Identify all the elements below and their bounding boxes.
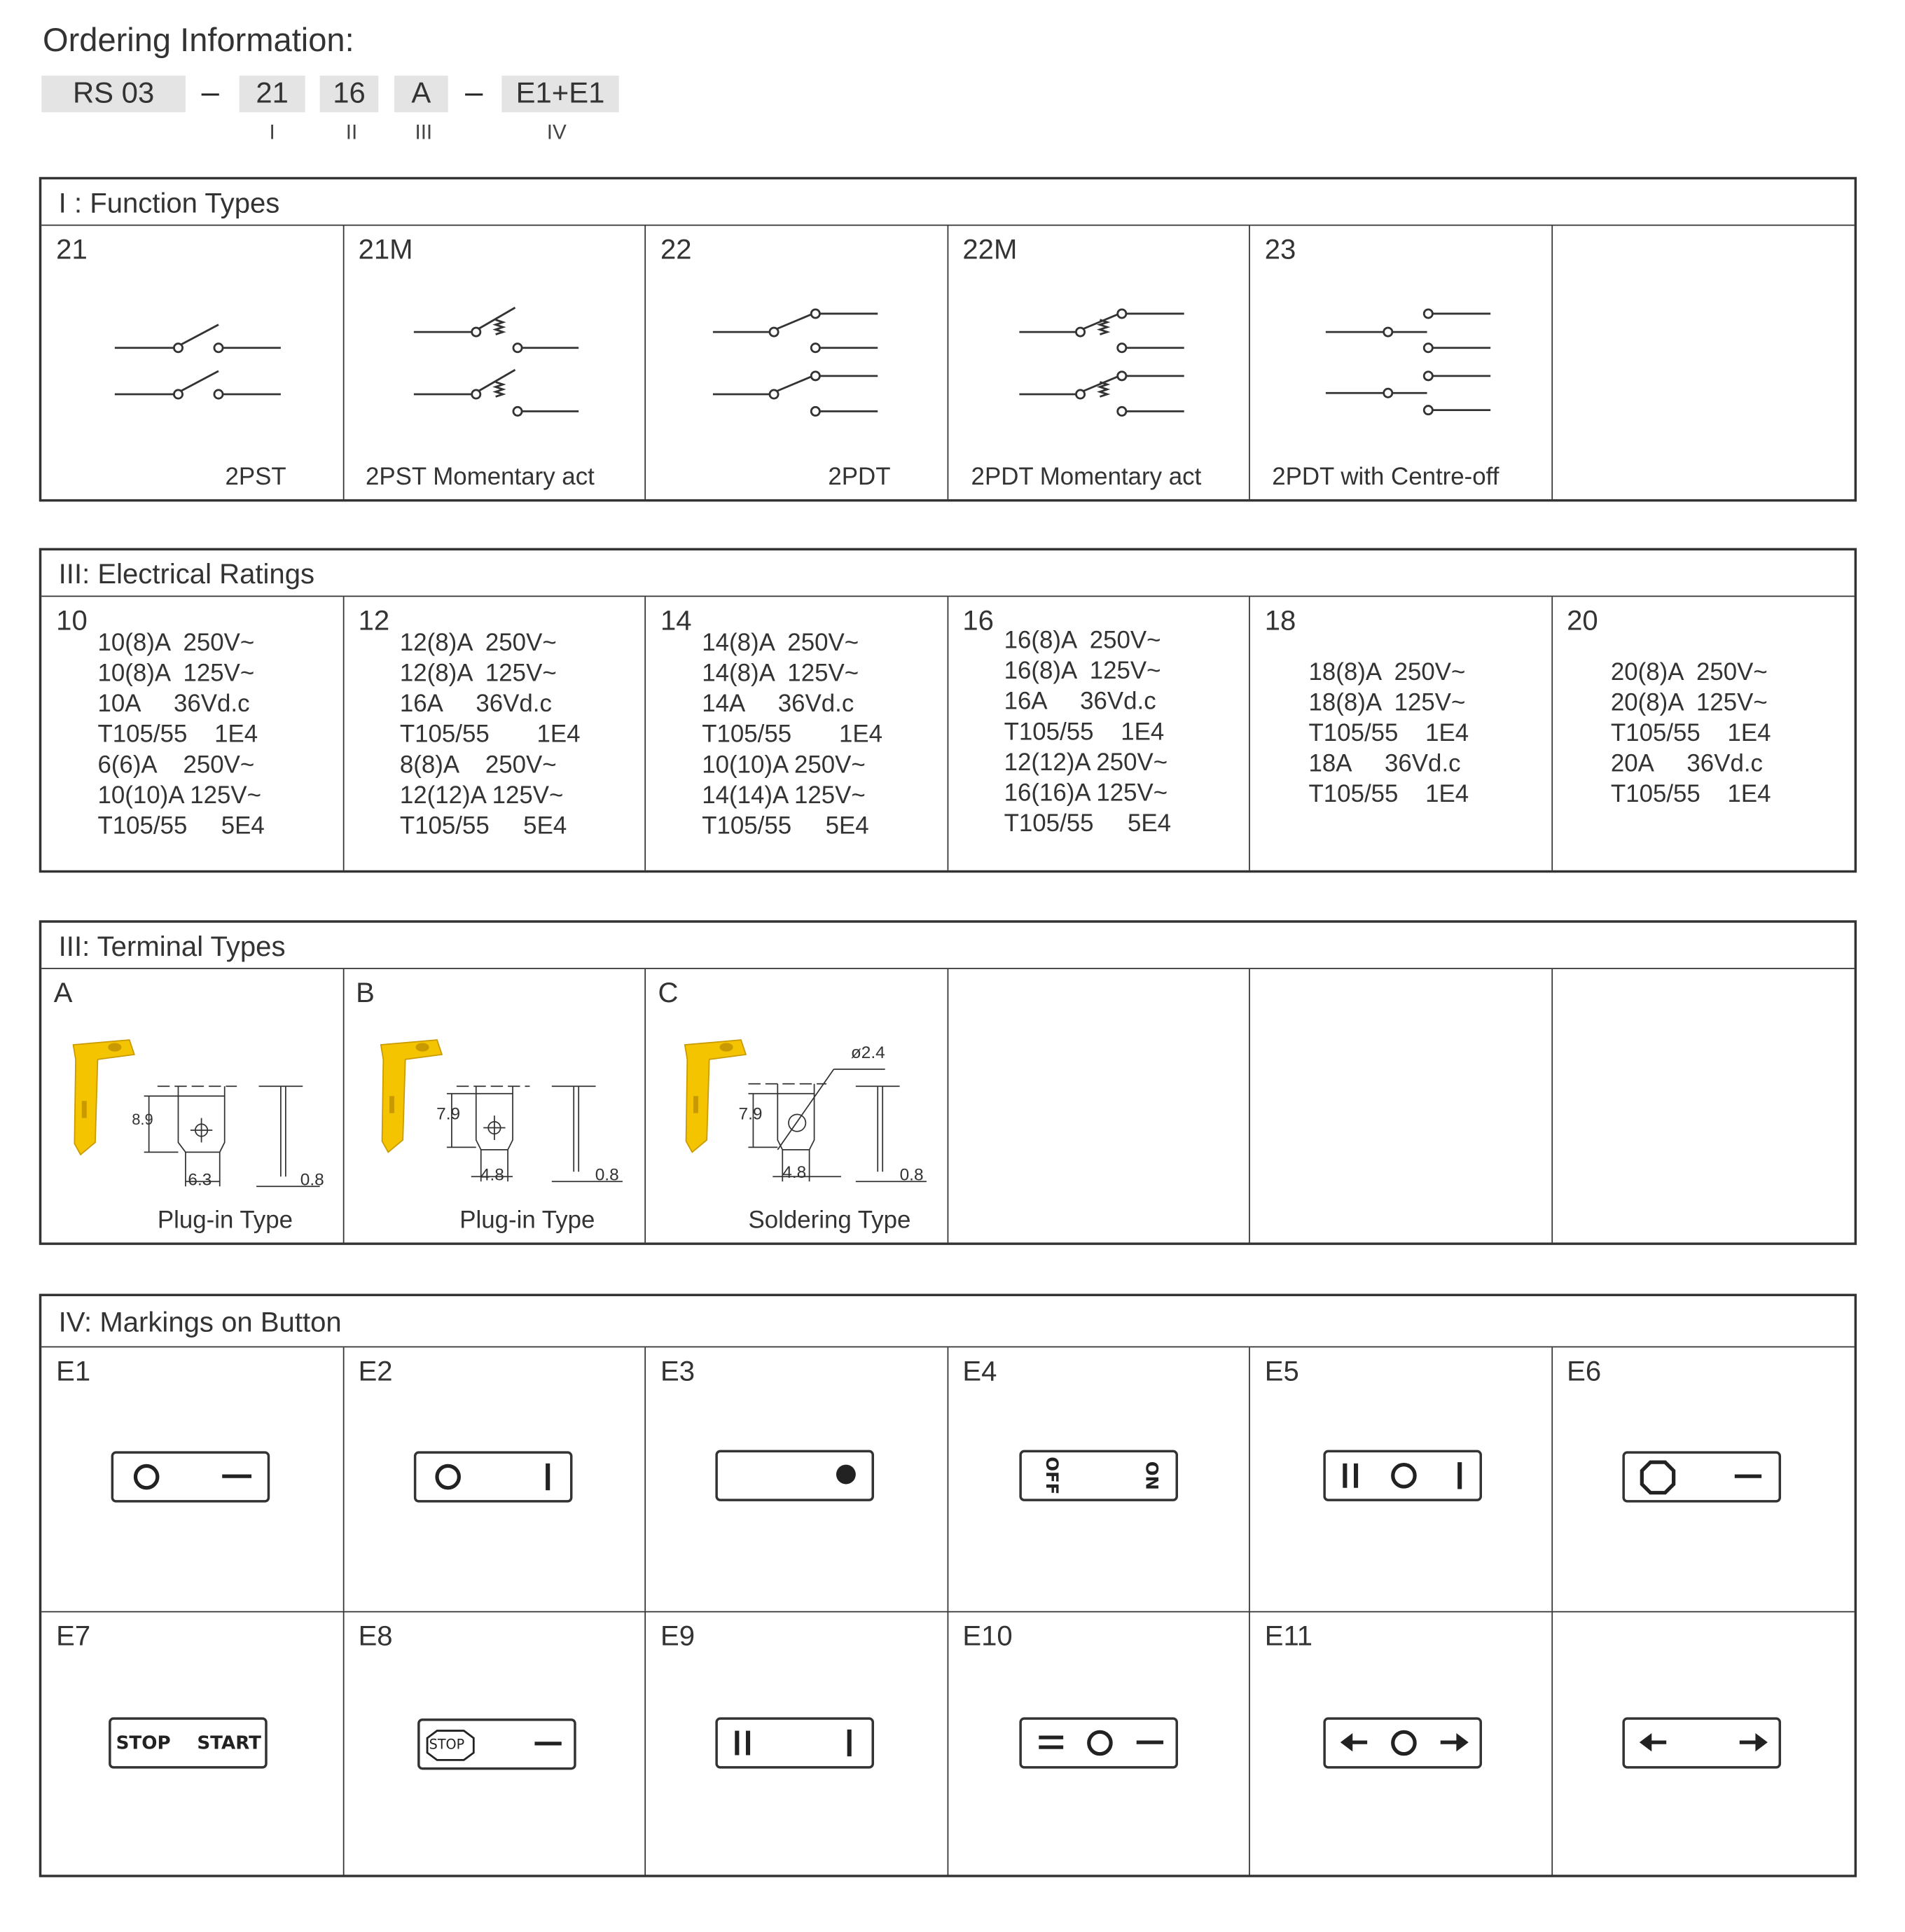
2pdt-switch-diagram-icon xyxy=(646,225,948,499)
code-dash: – xyxy=(465,73,483,110)
code-part-series: RS 03 xyxy=(41,76,186,112)
2pst-momentary-switch-diagram-icon xyxy=(344,225,646,499)
marking-code: E8 xyxy=(358,1619,393,1652)
marking-code: E10 xyxy=(962,1619,1013,1652)
marking-cell-e5 xyxy=(1250,1347,1552,1611)
code-dash: – xyxy=(201,73,219,110)
rating-code: 18 xyxy=(1264,604,1296,637)
function-label: 2PDT Momentary act xyxy=(971,464,1202,491)
ii-i-marking-icon xyxy=(715,1717,874,1768)
marking-stop-text: STOP xyxy=(116,1732,171,1754)
o-i-marking-icon xyxy=(413,1451,572,1502)
marking-code: E1 xyxy=(56,1354,91,1387)
section-title: I : Function Types xyxy=(41,179,1854,225)
marking-code: E5 xyxy=(1264,1354,1299,1387)
code-part-marking: E1+E1 xyxy=(501,76,618,112)
rating-cell-20 xyxy=(1552,597,1854,870)
dot-marking-icon xyxy=(715,1450,874,1501)
octagon-dash-marking-icon xyxy=(1622,1451,1781,1502)
marking-on-text: ON xyxy=(1140,1461,1161,1490)
2pst-switch-diagram-icon xyxy=(41,225,344,499)
rating-code: 14 xyxy=(660,604,692,637)
marking-code: E2 xyxy=(358,1354,393,1387)
dim-height: 8.9 xyxy=(132,1110,153,1128)
marking-cell-e4 xyxy=(948,1347,1249,1611)
function-cell-22m xyxy=(948,225,1249,499)
function-label: 2PDT xyxy=(828,464,891,491)
roman-label: II xyxy=(345,120,358,144)
2pdt-centre-off-switch-diagram-icon xyxy=(1250,225,1553,499)
rating-values: 18(8)A 250V~ 18(8)A 125V~ T105/55 1E4 18A 36Vd.c T105/55 1E4 xyxy=(1308,659,1469,808)
electrical-ratings-section xyxy=(39,548,1857,873)
dim-width: 4.8 xyxy=(782,1162,807,1182)
marking-cell-e6 xyxy=(1552,1347,1854,1611)
marking-code: E4 xyxy=(962,1354,997,1387)
function-label: 2PST xyxy=(225,464,286,491)
markings-section xyxy=(39,1294,1857,1877)
dim-height: 7.9 xyxy=(738,1103,763,1123)
function-cell-22 xyxy=(646,225,948,499)
terminal-cell-b xyxy=(344,969,646,1242)
rating-cell-16 xyxy=(948,597,1249,870)
equals-o-dash-marking-icon xyxy=(1019,1717,1178,1768)
rating-values: 12(8)A 250V~ 12(8)A 125V~ 16A 36Vd.c T105/55 1E4 8(8)A 250V~ 12(12)A 125V~ T105/55 5E4 xyxy=(399,630,581,840)
rating-values: 10(8)A 250V~ 10(8)A 125V~ 10A 36Vd.c T105/55 1E4 6(6)A 250V~ 10(10)A 125V~ T105/55 5E4 xyxy=(97,630,265,840)
section-title: III: Electrical Ratings xyxy=(41,550,1854,597)
marking-cell-e9 xyxy=(646,1613,948,1876)
marking-cell-e1 xyxy=(41,1347,343,1611)
rating-code: 10 xyxy=(56,604,88,637)
rating-code: 12 xyxy=(358,604,390,637)
terminal-code: C xyxy=(658,976,679,1008)
stop-dash-marking-icon xyxy=(417,1718,576,1770)
terminal-label: Plug-in Type xyxy=(157,1207,293,1235)
stop-start-marking-icon xyxy=(109,1717,268,1768)
marking-code: E6 xyxy=(1567,1354,1602,1387)
marking-code: E11 xyxy=(1264,1619,1313,1652)
2pdt-momentary-switch-diagram-icon xyxy=(948,225,1250,499)
marking-off-text: OFF xyxy=(1040,1457,1060,1495)
marking-cell-e11 xyxy=(1250,1613,1552,1876)
arrow-arrow-marking-icon xyxy=(1622,1717,1781,1768)
marking-code: E7 xyxy=(56,1619,91,1652)
terminal-label: Soldering Type xyxy=(748,1207,911,1235)
terminal-cell-empty xyxy=(1552,969,1854,1242)
marking-cell-e2 xyxy=(344,1347,646,1611)
rating-code: 20 xyxy=(1567,604,1598,637)
off-on-marking-icon xyxy=(1019,1450,1178,1501)
function-cell-empty xyxy=(1552,225,1854,499)
function-cell-23 xyxy=(1250,225,1552,499)
function-types-section xyxy=(39,177,1857,502)
code-part-function: 21 xyxy=(240,76,305,112)
terminal-cell-empty xyxy=(1250,969,1552,1242)
section-title: III: Terminal Types xyxy=(41,923,1854,969)
terminal-code: A xyxy=(53,976,73,1008)
terminal-cell-a xyxy=(41,969,343,1242)
terminal-cell-empty xyxy=(948,969,1249,1242)
code-part-terminal: A xyxy=(394,76,448,112)
function-code: 23 xyxy=(1264,232,1296,265)
dim-thickness: 0.8 xyxy=(300,1169,324,1189)
rating-code: 16 xyxy=(962,604,994,637)
dim-width: 6.3 xyxy=(188,1169,212,1189)
plug-in-terminal-drawing-icon xyxy=(41,969,344,1242)
roman-label: IV xyxy=(546,120,567,144)
soldering-terminal-drawing-icon xyxy=(646,969,948,1242)
function-cell-21m xyxy=(344,225,646,499)
arrow-o-arrow-marking-icon xyxy=(1323,1717,1482,1768)
rating-cell-12 xyxy=(344,597,646,870)
dim-diameter: ø2.4 xyxy=(850,1042,885,1062)
page-title: Ordering Information: xyxy=(43,22,354,59)
marking-stop-text: STOP xyxy=(429,1737,465,1753)
function-code: 22 xyxy=(660,232,692,265)
rating-cell-14 xyxy=(646,597,948,870)
marking-start-text: START xyxy=(197,1732,262,1754)
marking-code: E3 xyxy=(660,1354,695,1387)
roman-label: III xyxy=(415,120,433,144)
terminal-cell-c xyxy=(646,969,948,1242)
rating-cell-10 xyxy=(41,597,343,870)
function-cell-21 xyxy=(41,225,343,499)
dim-width: 4.8 xyxy=(480,1164,504,1184)
dim-height: 7.9 xyxy=(436,1103,461,1123)
function-label: 2PDT with Centre-off xyxy=(1272,464,1499,491)
dim-thickness: 0.8 xyxy=(899,1164,924,1184)
roman-label: I xyxy=(269,120,275,144)
marking-cell-e10 xyxy=(948,1613,1249,1876)
rating-values: 20(8)A 250V~ 20(8)A 125V~ T105/55 1E4 20A 36Vd.c T105/55 1E4 xyxy=(1610,659,1771,808)
marking-cell-e7 xyxy=(41,1613,343,1876)
function-code: 22M xyxy=(962,232,1018,265)
code-part-rating: 16 xyxy=(320,76,379,112)
marking-cell-e8 xyxy=(344,1613,646,1876)
terminal-types-section xyxy=(39,920,1857,1245)
terminal-code: B xyxy=(356,976,375,1008)
rating-values: 16(8)A 250V~ 16(8)A 125V~ 16A 36Vd.c T105/55 1E4 12(12)A 250V~ 16(16)A 125V~ T105/55 5E4 xyxy=(1004,627,1171,838)
plug-in-terminal-drawing-icon xyxy=(344,969,646,1242)
rating-values: 14(8)A 250V~ 14(8)A 125V~ 14A 36Vd.c T105/55 1E4 10(10)A 250V~ 14(14)A 125V~ T105/55 5E4 xyxy=(702,630,882,840)
dim-thickness: 0.8 xyxy=(595,1164,619,1184)
section-title: IV: Markings on Button xyxy=(41,1296,1854,1347)
ii-o-i-marking-icon xyxy=(1323,1450,1482,1501)
o-dash-marking-icon xyxy=(111,1451,270,1502)
function-label: 2PST Momentary act xyxy=(366,464,595,491)
rating-cell-18 xyxy=(1250,597,1552,870)
marking-code: E9 xyxy=(660,1619,695,1652)
marking-cell-arrows xyxy=(1552,1613,1854,1876)
marking-cell-e3 xyxy=(646,1347,948,1611)
function-code: 21M xyxy=(358,232,413,265)
terminal-label: Plug-in Type xyxy=(459,1207,595,1235)
function-code: 21 xyxy=(56,232,88,265)
